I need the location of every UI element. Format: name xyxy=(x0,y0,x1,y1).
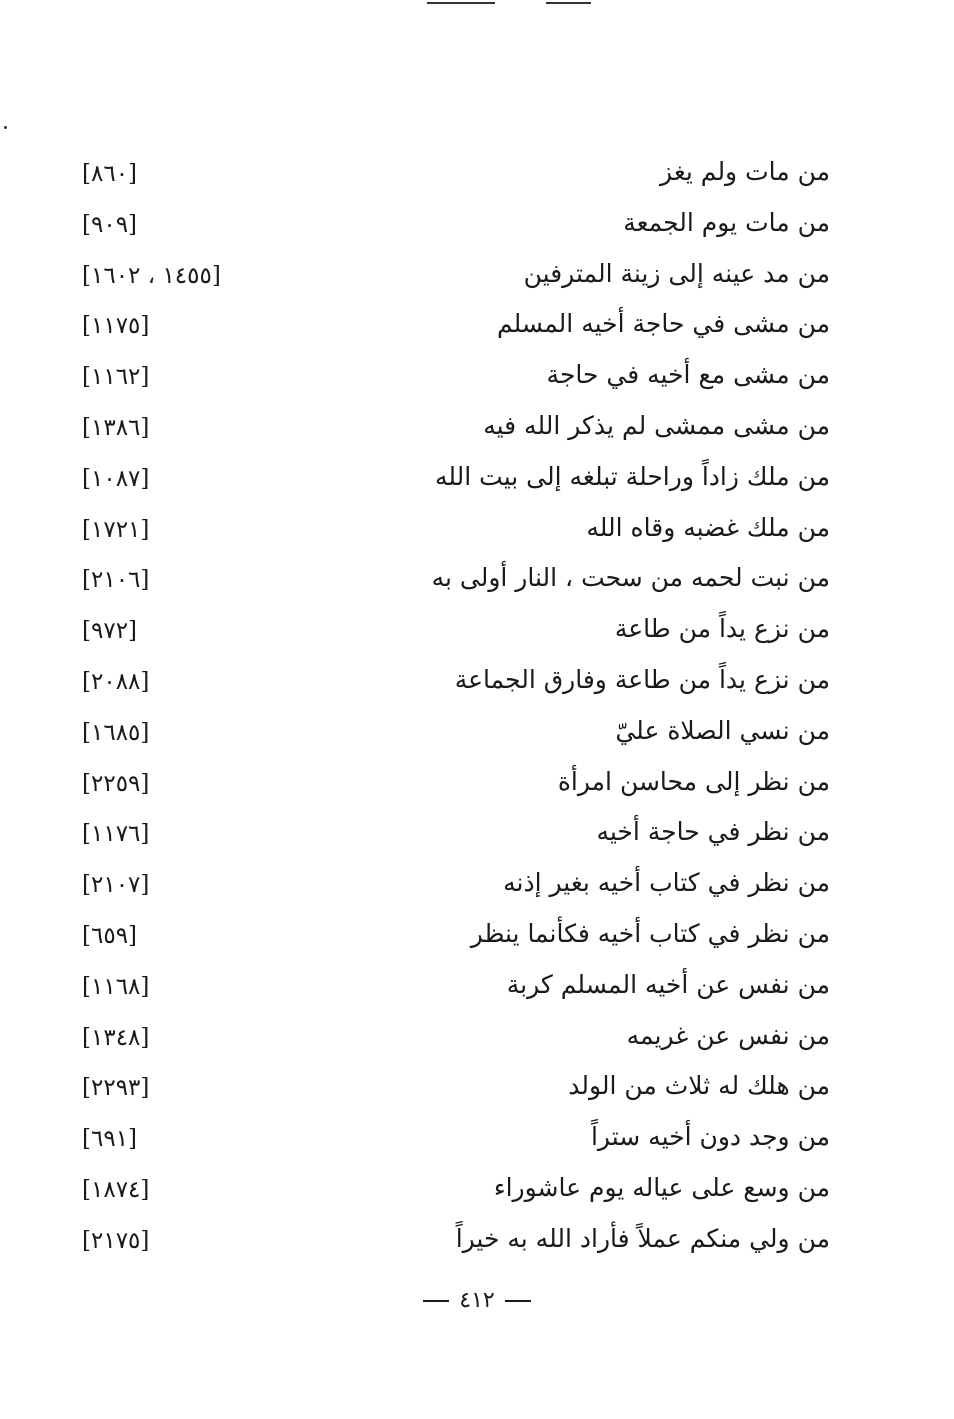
entry-text: من نظر إلى محاسن امرأة xyxy=(557,766,830,796)
entry-reference: [٨٦٠] xyxy=(82,161,138,187)
index-entry xyxy=(60,808,830,859)
index-entry xyxy=(60,453,830,504)
entry-text: من نظر في حاجة أخيه xyxy=(596,817,830,847)
entry-reference: [١٣٤٨] xyxy=(82,1024,150,1051)
index-entry xyxy=(60,961,830,1012)
entry-reference: [١١٧٥] xyxy=(82,313,150,340)
index-entry xyxy=(60,859,830,910)
entry-text: من وسع على عياله يوم عاشوراء xyxy=(493,1172,830,1202)
footer-dash-right xyxy=(505,1300,531,1302)
index-entry xyxy=(60,1012,830,1063)
entry-text: من ولي منكم عملاً فأراد الله به خيراً xyxy=(455,1223,830,1253)
entry-reference: [١٣٨٦] xyxy=(82,414,150,441)
index-entry xyxy=(60,504,830,555)
footer-dash-left xyxy=(423,1300,449,1302)
entry-text: من نظر في كتاب أخيه بغير إذنه xyxy=(503,868,830,898)
entry-text: من نسي الصلاة عليّ xyxy=(615,715,830,745)
index-entry xyxy=(60,148,830,199)
index-entry xyxy=(60,199,830,250)
page-number: ٤١٢ xyxy=(459,1288,495,1313)
entry-text: من ملك غضبه وقاه الله xyxy=(586,512,830,542)
index-entry xyxy=(60,1062,830,1113)
entry-text: من نفس عن غريمه xyxy=(626,1020,830,1050)
entry-reference: [٢١٧٥] xyxy=(82,1227,150,1254)
entry-reference: [١٦٨٥] xyxy=(82,719,150,746)
entry-text: من وجد دون أخيه ستراً xyxy=(590,1122,830,1152)
index-entry xyxy=(60,554,830,605)
entry-reference: [٦٩١] xyxy=(82,1126,138,1153)
entry-reference: [١١٦٨] xyxy=(82,973,150,1000)
index-entry xyxy=(60,758,830,809)
entry-reference: [١٧٢١] xyxy=(82,516,150,543)
index-entry xyxy=(60,351,830,402)
entry-reference: [١٤٥٥ ، ١٦٠٢] xyxy=(82,262,221,289)
index-entry xyxy=(60,402,830,453)
entry-text: من مات يوم الجمعة xyxy=(623,207,830,237)
index-entry xyxy=(60,656,830,707)
entry-reference: [١٨٧٤] xyxy=(82,1176,150,1203)
entry-text: من نزع يداً من طاعة وفارق الجماعة xyxy=(454,664,830,694)
index-entry xyxy=(60,910,830,961)
entry-text: من مشى ممشى لم يذكر الله فيه xyxy=(483,410,830,440)
index-entry xyxy=(60,707,830,758)
top-rule-left xyxy=(427,2,495,4)
entry-text: من مات ولم يغز xyxy=(660,157,830,186)
entry-reference: [٢١٠٦] xyxy=(82,567,150,594)
index-entry xyxy=(60,1215,830,1266)
entry-reference: [٩٧٢] xyxy=(82,618,138,645)
entry-text: من مشى في حاجة أخيه المسلم xyxy=(497,309,830,339)
entry-text: من نفس عن أخيه المسلم كربة xyxy=(506,969,830,999)
entry-reference: [٦٥٩] xyxy=(82,922,138,949)
entry-reference: [٢٢٥٩] xyxy=(82,770,150,797)
entry-text: من نزع يداً من طاعة xyxy=(614,614,830,644)
entry-text: من نبت لحمه من سحت ، النار أولى به xyxy=(431,563,830,593)
entry-text: من مشى مع أخيه في حاجة xyxy=(546,360,830,390)
entry-reference: [١٠٨٧] xyxy=(82,465,150,492)
index-entry xyxy=(60,605,830,656)
scan-mark xyxy=(4,126,7,129)
entry-reference: [١١٦٢] xyxy=(82,364,150,391)
index-entry xyxy=(60,250,830,301)
index-list xyxy=(60,148,830,1266)
index-entry xyxy=(60,1164,830,1215)
entry-text: من هلك له ثلاث من الولد xyxy=(568,1071,830,1101)
top-rule-right xyxy=(546,2,591,4)
entry-text: من نظر في كتاب أخيه فكأنما ينظر xyxy=(470,918,830,948)
index-entry xyxy=(60,1113,830,1164)
entry-text: من ملك زاداً وراحلة تبلغه إلى بيت الله xyxy=(434,461,830,491)
entry-reference: [١١٧٦] xyxy=(82,821,150,848)
entry-reference: [٢٠٨٨] xyxy=(82,668,150,695)
entry-reference: [٢١٠٧] xyxy=(82,872,150,899)
index-entry xyxy=(60,300,830,351)
entry-reference: [٢٢٩٣] xyxy=(82,1075,150,1102)
page-footer xyxy=(0,1283,954,1319)
entry-text: من مد عينه إلى زينة المترفين xyxy=(523,258,830,288)
entry-reference: [٩٠٩] xyxy=(82,211,138,238)
